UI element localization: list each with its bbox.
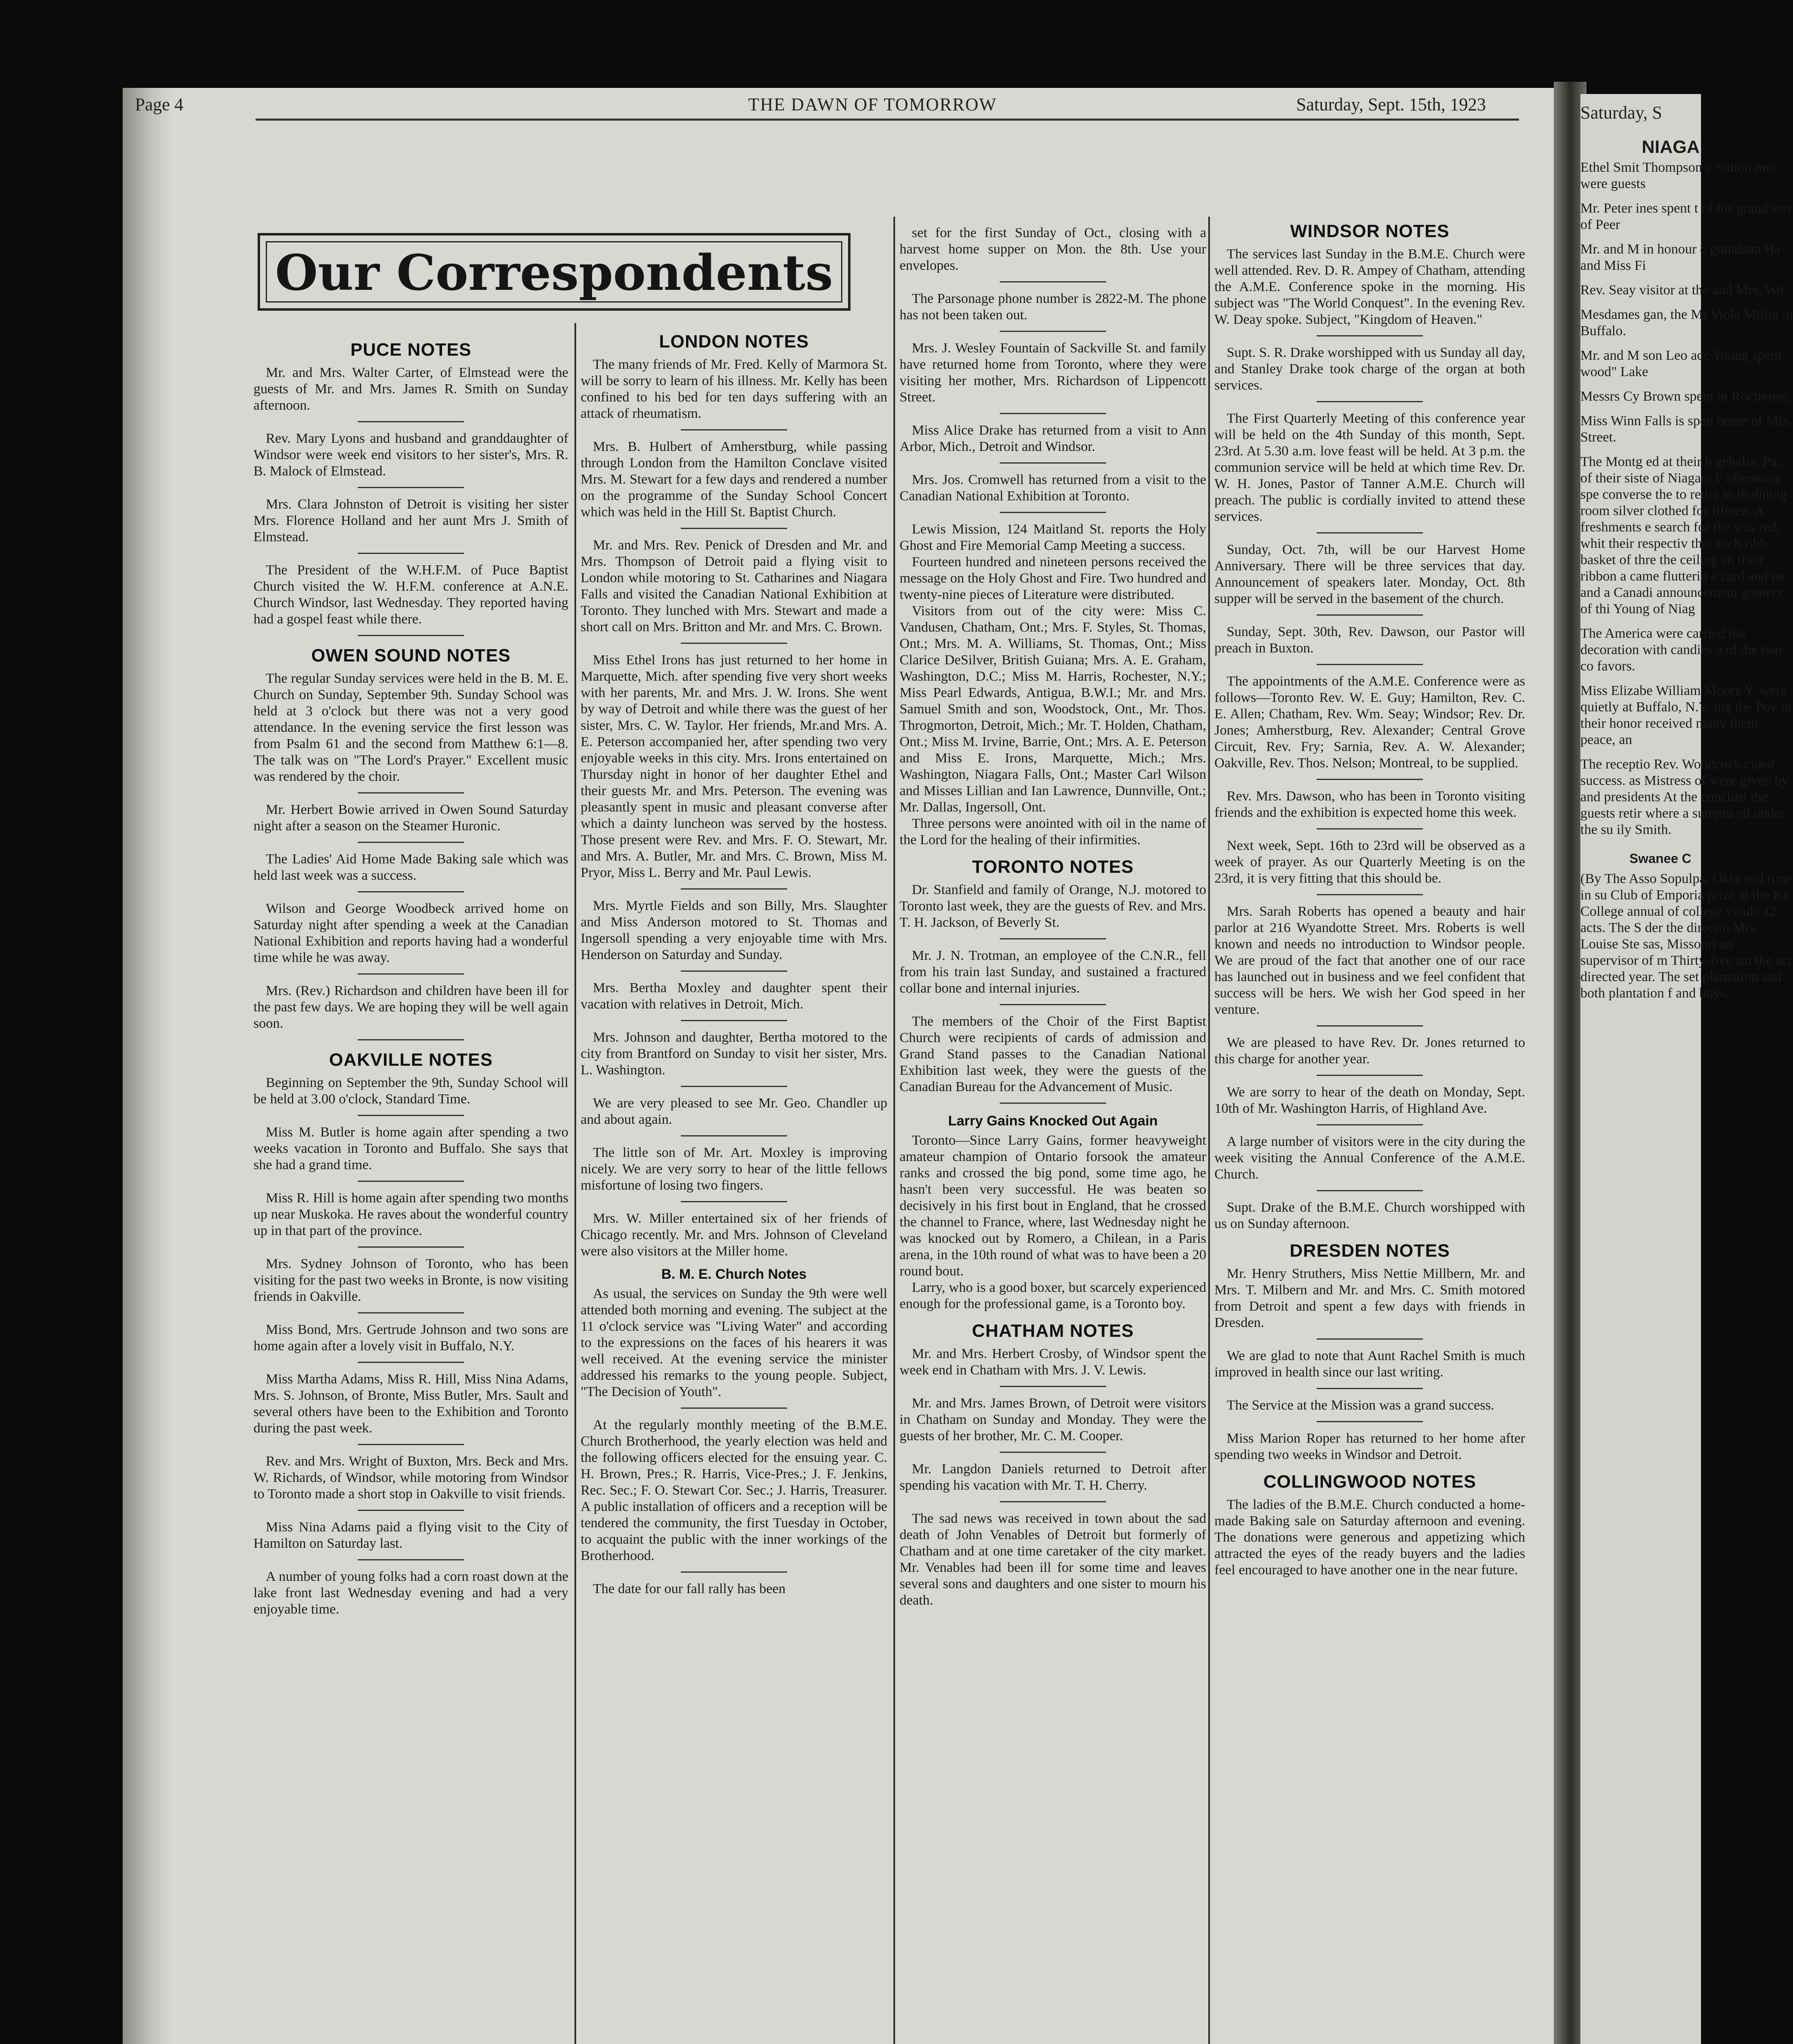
news-item: Miss Marion Roper has returned to her home after spending two weeks in Windsor and Detroit. xyxy=(1214,1431,1525,1462)
item-separator xyxy=(358,635,464,636)
news-item: Next week, Sept. 16th to 23rd will be observed as a week of prayer. As our Quarterly Meeting is on the 23rd, it is very fitting that this should be. xyxy=(1214,838,1525,886)
item-separator xyxy=(1317,1388,1423,1389)
news-item: The members of the Choir of the First Baptist Church were recipients of cards of admission and Grand Stand passes to the Canadian National Exhibition last week, they were the guests of the Canadian Bureau for the Advancement of Music. xyxy=(900,1014,1206,1094)
news-item: Mrs. J. Wesley Fountain of Sackville St. and family have returned home from Toronto, where they were visiting her mother, Mrs. Richardson of Lippencott Street. xyxy=(900,341,1206,405)
header-rule xyxy=(256,119,1519,121)
news-item: Mr. and Mrs. James Brown, of Detroit were visitors in Chatham on Sunday and Monday. They were the guests of her brother, Mr. C. M. Cooper. xyxy=(900,1396,1206,1443)
news-item: We are very pleased to see Mr. Geo. Chandler up and about again. xyxy=(581,1096,887,1127)
column-divider xyxy=(893,217,895,2044)
news-item: Sunday, Sept. 30th, Rev. Dawson, our Pastor will preach in Buxton. xyxy=(1214,624,1525,656)
section-heading: COLLINGWOOD NOTES xyxy=(1263,1472,1477,1492)
item-separator xyxy=(1317,401,1423,402)
news-item: Mrs. Johnson and daughter, Bertha motored to the city from Brantford on Sunday to visit her sister, Mrs. L. Washington. xyxy=(581,1030,887,1078)
item-separator xyxy=(1317,894,1423,895)
news-item: Mrs. Sarah Roberts has opened a beauty and hair parlor at 216 Wyandotte Street. Mrs. Roberts is well known and needs no introduction to Windsor people. We are proud of the fact that another one of our race has launched out in business and we feel confident that success will be hers. We wish her God speed in her venture. xyxy=(1214,904,1525,1017)
item-separator xyxy=(681,643,787,644)
page-number: Page 4 xyxy=(135,94,184,114)
news-item: Mrs. W. Miller entertained six of her friends of Chicago recently. Mr. and Mrs. Johnson of Cleveland were also visitors at the Miller home. xyxy=(581,1211,887,1259)
item-separator xyxy=(1317,335,1423,336)
news-item: Mrs. B. Hulbert of Amherstburg, while passing through London from the Hamilton Conclave visited Mrs. M. Stewart for a few days and rendered a number on the programme of the Sunday School Concert which was held in the Hill St. Baptist Church. xyxy=(581,439,887,520)
item-separator xyxy=(358,1115,464,1116)
adjacent-page-heading: NIAGA xyxy=(1642,137,1700,157)
column-divider xyxy=(574,323,576,2044)
news-item: Mr. and Mrs. Herbert Crosby, of Windsor spent the week end in Chatham with Mrs. J. V. Lewis. xyxy=(900,1346,1206,1378)
item-separator xyxy=(358,973,464,975)
news-item: Larry, who is a good boxer, but scarcely experienced enough for the professional game, is a Toronto boy. xyxy=(900,1280,1206,1311)
section-heading: CHATHAM NOTES xyxy=(972,1321,1134,1341)
news-item: We are glad to note that Aunt Rachel Smith is much improved in health since our last writing. xyxy=(1214,1348,1525,1380)
item-separator xyxy=(1317,664,1423,665)
news-item: Supt. S. R. Drake worshipped with us Sunday all day, and Stanley Drake took charge of the organ at both services. xyxy=(1214,345,1525,393)
item-separator xyxy=(681,528,787,529)
item-separator xyxy=(681,1135,787,1136)
item-separator xyxy=(681,429,787,430)
news-item: Lewis Mission, 124 Maitland St. reports the Holy Ghost and Fire Memorial Camp Meeting a success. xyxy=(900,522,1206,553)
news-item: Miss Martha Adams, Miss R. Hill, Miss Nina Adams, Mrs. S. Johnson, of Bronte, Miss Butler, Mrs. Sault and several others have been to the Exhibition and Toronto during the past week. xyxy=(254,1372,568,1436)
item-separator xyxy=(1317,1124,1423,1125)
adjacent-page-paragraph: Mr. Peter ines spent t of his grand son of Peer xyxy=(1580,201,1791,232)
adjacent-page-text xyxy=(1580,159,1793,838)
news-item: The Parsonage phone number is 2822-M. The phone has not been taken out. xyxy=(900,291,1206,323)
adjacent-page-paragraph: Mr. and M in honour c grandson Ha and Miss Fi xyxy=(1580,242,1781,273)
news-item: Beginning on September the 9th, Sunday School will be held at 3.00 o'clock, Standard Time. xyxy=(254,1075,568,1107)
item-separator xyxy=(1000,1386,1106,1387)
section-heading: LONDON NOTES xyxy=(659,332,809,352)
page-binding-edge xyxy=(123,88,172,2044)
news-item: The date for our fall rally has been xyxy=(593,1581,786,1596)
item-separator xyxy=(358,1444,464,1445)
news-item: Mr. Herbert Bowie arrived in Owen Sound Saturday night after a season on the Steamer Huronic. xyxy=(254,802,568,834)
news-item: The sad news was received in town about the sad death of John Venables of Detroit but formerly of Chatham and at one time caretaker of the city market. Mr. Venables had been ill for some time and leaves several sons and daughters and one sister to mourn his death. xyxy=(900,1511,1206,1608)
section-heading: TORONTO NOTES xyxy=(972,857,1134,877)
news-item: Dr. Stanfield and family of Orange, N.J. motored to Toronto last week, they are the guests of Rev. and Mrs. T. H. Jackson, of Beverly St. xyxy=(900,882,1206,930)
article-subheading: B. M. E. Church Notes xyxy=(661,1266,807,1282)
item-separator xyxy=(1317,779,1423,780)
item-separator xyxy=(1000,413,1106,414)
section-heading: OWEN SOUND NOTES xyxy=(311,645,511,666)
item-separator xyxy=(358,487,464,488)
item-separator xyxy=(358,553,464,554)
item-separator xyxy=(681,888,787,890)
news-item: The Service at the Mission was a grand success. xyxy=(1227,1398,1495,1413)
article-subheading: Larry Gains Knocked Out Again xyxy=(948,1113,1158,1129)
item-separator xyxy=(1317,532,1423,533)
item-separator xyxy=(1317,1075,1423,1076)
adjacent-page-header: Saturday, S xyxy=(1580,103,1663,123)
news-item: Rev. Mrs. Dawson, who has been in Toronto visiting friends and the exhibition is expected home this week. xyxy=(1214,789,1525,820)
news-item: The services last Sunday in the B.M.E. Church were well attended. Rev. D. R. Ampey of Chatham, attending the A.M.E. Conference spoke in the morning. His subject was "The World Conquest". In the evening Rev. W. Deay spoke. Subject, "Kingdom of Heaven." xyxy=(1214,247,1525,327)
section-heading: WINDSOR NOTES xyxy=(1290,221,1450,241)
item-separator xyxy=(1000,1004,1106,1005)
news-item: A large number of visitors were in the city during the week visiting the Annual Conference of the A.M.E. Church. xyxy=(1214,1134,1525,1182)
news-item: Fourteen hundred and nineteen persons received the message on the Holy Ghost and Fire. Two hundred and twenty-nine pieces of Literature were distributed. xyxy=(900,554,1206,602)
news-item: Mrs. Bertha Moxley and daughter spent their vacation with relatives in Detroit, Mich. xyxy=(581,980,887,1012)
news-item: Miss Ethel Irons has just returned to her home in Marquette, Mich. after spending five very short weeks with her parents, Mr. and Mrs. J. W. Irons. She went by way of Detroit and while there was the guest of her sister, Mrs. C. W. Taylor. Her friends, Mr.and Mrs. A. E. Peterson accompanied her, after spending two very enjoyable weeks in this city. Mrs. Irons entertained on Thursday night in honor of her daughter Ethel and their guests Mr. and Mrs. Peterson. The evening was pleasantly spent in music and pleasant converse after which a dainty luncheon was served by the hostess. Those present were Rev. and Mrs. F. O. Stewart, Mr. and Mrs. A. Butler, Mr. and Mrs. C. Brown, Miss M. Pryor, Miss L. Berry and Mr. Paul Lewis. xyxy=(581,652,887,880)
news-item: Mrs. Sydney Johnson of Toronto, who has been visiting for the past two weeks in Bronte, is now visiting friends in Oakville. xyxy=(254,1256,568,1304)
news-item: Miss R. Hill is home again after spending two months up near Muskoka. He raves about the wonderful country up in that part of the province. xyxy=(254,1190,568,1238)
news-item: Mrs. Myrtle Fields and son Billy, Mrs. Slaughter and Miss Anderson motored to St. Thomas and Ingersoll spending a very enjoyable time with Mrs. Henderson on Saturday and Sunday. xyxy=(581,898,887,962)
masthead-title: THE DAWN OF TOMORROW xyxy=(748,94,997,114)
adjacent-page-paragraph: (By The Asso Sopulpa, Okla ond time in su Club of Emporia prize at the Ka College annual of college vaude 12 acts. The S der the directio Mrs. Louise Ste sas, Missouri an supervisor of m Thirty-five stu the act directed year. The set plantation and both plantation f and boys. xyxy=(1580,871,1792,1001)
item-separator xyxy=(358,421,464,422)
item-separator xyxy=(681,1407,787,1409)
news-item: Visitors from out of the city were: Miss C. Vandusen, Chatham, Ont.; Mrs. F. Styles, St. Thomas, Ont.; Mrs. M. A. Williams, St. Thomas, Ont.; Miss Clarice DeSilver, British Guiana; Mrs. A. E. Graham, Washington, D.C.; Miss M. Harris, Rochester, N.Y.; Miss Pearl Edwards, Antigua, B.W.I.; Mr. and Mrs. Samuel Smith and son, Woodstock, Ont., Mr. Thos. Throgmorton, Detroit, Mich.; Mr. T. Holden, Chatham, Ont.; Miss M. Irvine, Barrie, Ont.; Mrs. A. E. Peterson and Miss E. Irons, Marquette, Mich.; Mrs. Washington, Niagara Falls, Ont.; Master Carl Wilson and Misses Lillian and Ian Lawrence, Dunnville, Ont.; Mr. Dallas, Ingersoll, Ont. xyxy=(900,603,1206,815)
news-item: The appointments of the A.M.E. Conference were as follows—Toronto Rev. W. E. Guy; Hamilton, Rev. C. E. Allen; Chatham, Rev. Wm. Seay; Windsor; Rev. Dr. Jones; Amherstburg, Rev. Alexander; Central Grove Circuit, Rev. Fry; Sarnia, Rev. A. W. Alexander; Oakville, Rev. Thos. Nelson; Montreal, to be supplied. xyxy=(1214,674,1525,771)
section-banner: Our Correspondents xyxy=(266,241,842,303)
adjacent-page-paragraph: Miss Winn Falls is spen home of Mrs Street. xyxy=(1580,413,1789,445)
news-item: The President of the W.H.F.M. of Puce Baptist Church visited the W. H.F.M. conference at A.N.E. Church Windsor, last Wednesday. They reported having had a gospel feast while there. xyxy=(254,563,568,627)
news-item: The many friends of Mr. Fred. Kelly of Marmora St. will be sorry to learn of his illness. Mr. Kelly has been confined to his bed for ten days suffering with an attack of rheumatism. xyxy=(581,357,887,421)
news-item: Rev. and Mrs. Wright of Buxton, Mrs. Beck and Mrs. W. Richards, of Windsor, while motoring from Windsor to Toronto made a short stop in Oakville to visit friends. xyxy=(254,1454,568,1502)
item-separator xyxy=(1000,938,1106,939)
item-separator xyxy=(681,970,787,972)
news-item: Miss Alice Drake has returned from a visit to Ann Arbor, Mich., Detroit and Windsor. xyxy=(900,423,1206,454)
news-item: The First Quarterly Meeting of this conference year will be held on the 4th Sunday of this month, Sept. 23rd. At 5.30 a.m. love feast will be held. At 3 p.m. the communion service will be held at which time Rev. Dr. W. H. Jones, Pastor of Tanner A.M.E. Church will preach. The public is cordially invited to attend these services. xyxy=(1214,411,1525,524)
news-item: Toronto—Since Larry Gains, former heavyweight amateur champion of Ontario forsook the amateur ranks and crossed the big pond, some time ago, he hasn't been very successful. He was beaten so decisively in his first bout in England, that he crossed the channel to France, where, last Wednesday night he was knocked out by Romero, a Chilean, in a Paris arena, in the 10th round of what was to have been a 20 round bout. xyxy=(900,1133,1206,1279)
news-item: The regular Sunday services were held in the B. M. E. Church on Sunday, September 9th. Sunday School was held at 3 o'clock but there was not a very good attendance. In the evening service the first lesson was from Psalm 61 and the second from Matthew 6:1—8. The talk was on "The Lord's Prayer." Excellent music was rendered by the choir. xyxy=(254,671,568,784)
adjacent-page-column xyxy=(1580,135,1793,1010)
item-separator xyxy=(358,1510,464,1511)
news-item: Mr. Henry Struthers, Miss Nettie Millbern, Mr. and Mrs. T. Milbern and Mr. and Mrs. C. Smith motored from Detroit and spent a few days with friends in Dresden. xyxy=(1214,1266,1525,1330)
item-separator xyxy=(358,1039,464,1040)
item-separator xyxy=(1000,331,1106,332)
news-item: The little son of Mr. Art. Moxley is improving nicely. We are very sorry to hear of the little fellows misfortune of losing two fingers. xyxy=(581,1145,887,1193)
adjacent-page-subheading: Swanee C xyxy=(1629,851,1692,866)
column-divider xyxy=(1208,217,1210,2044)
adjacent-page xyxy=(1580,94,1793,2044)
column-3 xyxy=(900,225,1206,2044)
adjacent-page-paragraph: Mesdames gan, the Mi Viola Millig in Buffalo. xyxy=(1580,307,1793,338)
column-4 xyxy=(1214,213,1525,2044)
item-separator xyxy=(1317,1025,1423,1026)
news-item: Wilson and George Woodbeck arrived home on Saturday night after spending a week at the Canadian National Exhibition and reports having had a wonderful time while he was away. xyxy=(254,901,568,965)
column-1 xyxy=(254,331,568,2044)
news-item: Mrs. Clara Johnston of Detroit is visiting her sister Mrs. Florence Holland and her aunt Mrs J. Smith of Elmstead. xyxy=(254,497,568,545)
item-separator xyxy=(1317,1421,1423,1422)
news-item: As usual, the services on Sunday the 9th were well attended both morning and evening. The subject at the 11 o'clock service was "Living Water" and according to the expressions on the faces of his hearers it was well received. At the evening service the minister addressed his remarks to the young people. Subject, "The Decision of Youth". xyxy=(581,1286,887,1399)
section-heading: OAKVILLE NOTES xyxy=(329,1050,493,1070)
news-item: The Ladies' Aid Home Made Baking sale which was held last week was a success. xyxy=(254,852,568,883)
news-item: Mr. and Mrs. Walter Carter, of Elmstead were the guests of Mr. and Mrs. James R. Smith on Sunday afternoon. xyxy=(254,365,568,413)
item-separator xyxy=(681,1020,787,1021)
news-item: We are sorry to hear of the death on Monday, Sept. 10th of Mr. Washington Harris, of Highland Ave. xyxy=(1214,1085,1525,1116)
news-item: set for the first Sunday of Oct., closing with a harvest home supper on Mon. the 8th. Use your envelopes. xyxy=(900,225,1206,273)
adjacent-page-paragraph: Rev. Seay visitor at the and Mrs. Wo xyxy=(1580,282,1784,298)
adjacent-page-paragraph: The America were carried the decoration with candies a of the two co favors. xyxy=(1580,626,1782,674)
item-separator xyxy=(1000,1103,1106,1104)
news-item: Mrs. Jos. Cromwell has returned from a visit to the Canadian National Exhibition at Toronto. xyxy=(900,472,1206,504)
item-separator xyxy=(1000,462,1106,464)
issue-date: Saturday, Sept. 15th, 1923 xyxy=(1296,94,1486,114)
news-item: The ladies of the B.M.E. Church conducted a home-made Baking sale on Saturday afternoon and evening. The donations were generous and appetizing which attracted the eyes of the ready buyers and the ladies feel encouraged to have another one in the near future. xyxy=(1214,1497,1525,1578)
news-item: A number of young folks had a corn roast down at the lake front last Wednesday evening and had a very enjoyable time. xyxy=(254,1569,568,1617)
item-separator xyxy=(358,1312,464,1313)
news-item: Supt. Drake of the B.M.E. Church worshipped with us on Sunday afternoon. xyxy=(1214,1200,1525,1231)
news-item: Miss M. Butler is home again after spending a two weeks vacation in Toronto and Buffalo. She says that she had a grand time. xyxy=(254,1125,568,1172)
adjacent-page-paragraph: Miss Elizabe William Moore Y. were quietly at Buffalo, N.Y. ing the Pov in their honor received many them peace, an xyxy=(1580,683,1792,747)
news-item: Mr. and Mrs. Rev. Penick of Dresden and Mr. and Mrs. Thompson of Detroit paid a flying visit to London while motoring to St. Catharines and Niagara Falls and visited the Canadian National Exhibition at Toronto. They lunched with Mrs. Stewart and made a short call on Mrs. Britton and Mr. and Mrs. C. Brown. xyxy=(581,538,887,634)
item-separator xyxy=(1317,1190,1423,1191)
news-item: Miss Bond, Mrs. Gertrude Johnson and two sons are home again after a lovely visit in Buffalo, N.Y. xyxy=(254,1322,568,1354)
news-item: Mr. J. N. Trotman, an employee of the C.N.R., fell from his train last Sunday, and sustained a fractured collar bone and internal injuries. xyxy=(900,948,1206,996)
section-heading: DRESDEN NOTES xyxy=(1290,1241,1450,1261)
item-separator xyxy=(358,1362,464,1363)
news-item: Rev. Mary Lyons and husband and granddaughter of Windsor were week end visitors to her sister's, Mrs. R. B. Malock of Elmstead. xyxy=(254,431,568,479)
item-separator xyxy=(681,1571,787,1573)
section-heading: PUCE NOTES xyxy=(350,340,472,360)
item-separator xyxy=(1317,1338,1423,1340)
item-separator xyxy=(681,1086,787,1087)
adjacent-page-paragraph: Mr. and M son Leo acc Young spent wood" Lake xyxy=(1580,348,1782,379)
item-separator xyxy=(1317,614,1423,616)
item-separator xyxy=(1000,281,1106,282)
news-item: We are pleased to have Rev. Dr. Jones returned to this charge for another year. xyxy=(1214,1035,1525,1067)
column-2 xyxy=(581,323,887,2044)
item-separator xyxy=(358,842,464,843)
adjacent-page-paragraph: The Montg ed at their h gehelia, Pa., of their siste of Niagara F afternoon spe converse the to retire to th dining room silver clothed for fifteen. A freshments e search for the was red, whit their respectiv that each ribb basket of thre the ceiling an their ribbon a came flutterin a card and tw and a Canadi announcement gomery of thi Young of Niag xyxy=(1580,454,1787,616)
item-separator xyxy=(1000,1452,1106,1453)
item-separator xyxy=(358,891,464,892)
adjacent-page-paragraph: Ethel Smit Thompson c Sutton mot were guests xyxy=(1580,160,1777,191)
news-item: Mr. Langdon Daniels returned to Detroit after spending his vacation with Mr. T. H. Cherry. xyxy=(900,1461,1206,1493)
item-separator xyxy=(1000,1501,1106,1502)
adjacent-page-paragraph: The receptio Rev. Woodcock cided success. as Mistress of were given by and presidents At the conclusi the guests retir where a sumptu ed under the su ily Smith. xyxy=(1580,757,1789,837)
news-item: Three persons were anointed with oil in the name of the Lord for the healing of their infirmities. xyxy=(900,816,1206,847)
news-item: Miss Nina Adams paid a flying visit to the City of Hamilton on Saturday last. xyxy=(254,1520,568,1551)
item-separator xyxy=(1317,828,1423,829)
adjacent-page-paragraph: Messrs Cy Brown spent in Rochester, xyxy=(1580,389,1790,404)
news-item: At the regularly monthly meeting of the B.M.E. Church Brotherhood, the yearly election was held and the following officers elected for the ensuing year. C. H. Brown, Pres.; R. Harris, Vice-Pres.; J. F. Jenkins, Rec. Sec.; F. O. Stewart Cor. Sec.; J. Harris, Treasurer. A public installation of officers and a reception will be tendered the community, the first Tuesday in October, to acquaint the public with the inner workings of the Brotherhood. xyxy=(581,1417,887,1563)
news-item: Mrs. (Rev.) Richardson and children have been ill for the past few days. We are hoping they will be well again soon. xyxy=(254,983,568,1031)
item-separator xyxy=(358,1559,464,1560)
item-separator xyxy=(681,1201,787,1202)
item-separator xyxy=(358,1246,464,1248)
news-item: Sunday, Oct. 7th, will be our Harvest Home Anniversary. There will be three services that day. Announcement of speakers later. Monday, Oct. 8th supper will be served in the basement of the church. xyxy=(1214,542,1525,606)
item-separator xyxy=(1000,512,1106,513)
item-separator xyxy=(358,792,464,793)
item-separator xyxy=(358,1181,464,1182)
